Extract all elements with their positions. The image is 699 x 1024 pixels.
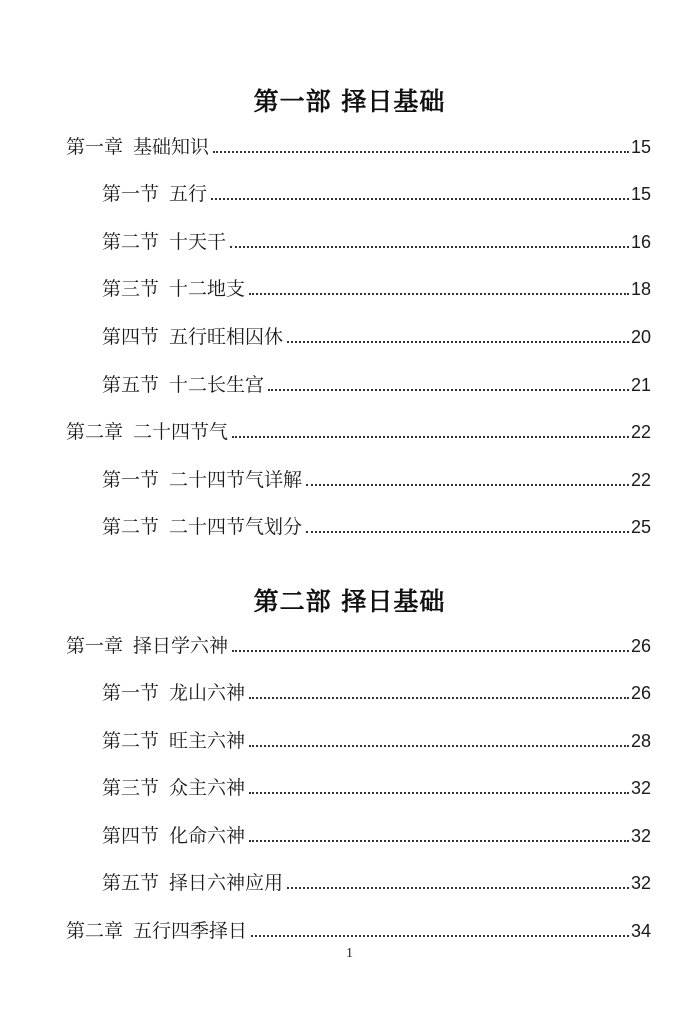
page-number: 22 [630, 470, 651, 490]
toc-section[interactable] [102, 321, 651, 349]
chapter-number: 第一章 [66, 136, 124, 158]
footer-page-number: 1 [346, 946, 353, 961]
page-number: 28 [630, 731, 651, 751]
page-number: 26 [630, 683, 651, 703]
toc-section[interactable] [102, 369, 651, 397]
section-number: 第五节 [102, 872, 160, 894]
dot-leader [249, 697, 629, 699]
dot-leader [230, 246, 629, 248]
section-number: 第二节 [102, 730, 160, 752]
chapter-number: 第一章 [66, 635, 124, 657]
page-number: 15 [630, 184, 651, 204]
section-number: 第一节 [102, 469, 160, 491]
section-number: 第三节 [102, 278, 160, 300]
section-number: 第一节 [102, 183, 160, 205]
page-number: 25 [630, 517, 651, 537]
dot-leader [211, 198, 629, 200]
section-title: 旺主六神 [169, 730, 246, 752]
page-number: 21 [630, 375, 651, 395]
page-number: 15 [630, 137, 651, 157]
section-number: 第二节 [102, 231, 160, 253]
section-title: 众主六神 [169, 777, 246, 799]
toc-section[interactable] [102, 464, 651, 492]
dot-leader [306, 531, 629, 533]
chapter-number: 第二章 [66, 920, 124, 942]
section-number: 第四节 [102, 326, 160, 348]
dot-leader [287, 887, 629, 889]
dot-leader [232, 650, 629, 652]
toc-section[interactable] [102, 867, 651, 895]
page-number: 22 [630, 422, 651, 442]
toc-chapter[interactable] [66, 416, 651, 444]
section-number: 第一节 [102, 682, 160, 704]
section-title: 五行 [169, 183, 208, 205]
dot-leader [249, 840, 629, 842]
dot-leader [249, 293, 629, 295]
section-title: 十天干 [169, 231, 227, 253]
page-number: 20 [630, 327, 651, 347]
toc-chapter[interactable] [66, 131, 651, 159]
toc-section[interactable] [102, 820, 651, 848]
part2-title: 第二部 择日基础 [253, 587, 446, 616]
section-title: 二十四节气详解 [169, 469, 303, 491]
dot-leader [249, 745, 629, 747]
section-title: 龙山六神 [169, 682, 246, 704]
dot-leader [213, 151, 629, 153]
chapter-title: 基础知识 [133, 136, 210, 158]
dot-leader [249, 792, 629, 794]
section-title: 化命六神 [169, 825, 246, 847]
toc-chapter[interactable] [66, 915, 651, 943]
toc-chapter[interactable] [66, 630, 651, 658]
section-number: 第二节 [102, 516, 160, 538]
page-number: 32 [630, 778, 651, 798]
page-number: 32 [630, 826, 651, 846]
section-title: 五行旺相囚休 [169, 326, 284, 348]
dot-leader [287, 341, 629, 343]
toc-section[interactable] [102, 178, 651, 206]
section-number: 第四节 [102, 825, 160, 847]
section-title: 择日六神应用 [169, 872, 284, 894]
toc-section[interactable] [102, 226, 651, 254]
dot-leader [232, 436, 629, 438]
section-title: 十二地支 [169, 278, 246, 300]
section-number: 第三节 [102, 777, 160, 799]
toc-section[interactable] [102, 772, 651, 800]
toc-section[interactable] [102, 725, 651, 753]
page-number: 16 [630, 232, 651, 252]
page-number: 18 [630, 279, 651, 299]
chapter-title: 二十四节气 [133, 421, 229, 443]
page-number: 34 [630, 921, 651, 941]
page-number: 26 [630, 636, 651, 656]
section-number: 第五节 [102, 374, 160, 396]
section-title: 二十四节气划分 [169, 516, 303, 538]
page-number: 32 [630, 873, 651, 893]
dot-leader [251, 935, 629, 937]
chapter-title: 五行四季择日 [133, 920, 248, 942]
chapter-title: 择日学六神 [133, 635, 229, 657]
chapter-number: 第二章 [66, 421, 124, 443]
dot-leader [306, 484, 629, 486]
toc-section[interactable] [102, 677, 651, 705]
dot-leader [268, 389, 629, 391]
toc-section[interactable] [102, 511, 651, 539]
section-title: 十二长生宫 [169, 374, 265, 396]
part1-title: 第一部 择日基础 [253, 87, 446, 116]
toc-section[interactable] [102, 273, 651, 301]
